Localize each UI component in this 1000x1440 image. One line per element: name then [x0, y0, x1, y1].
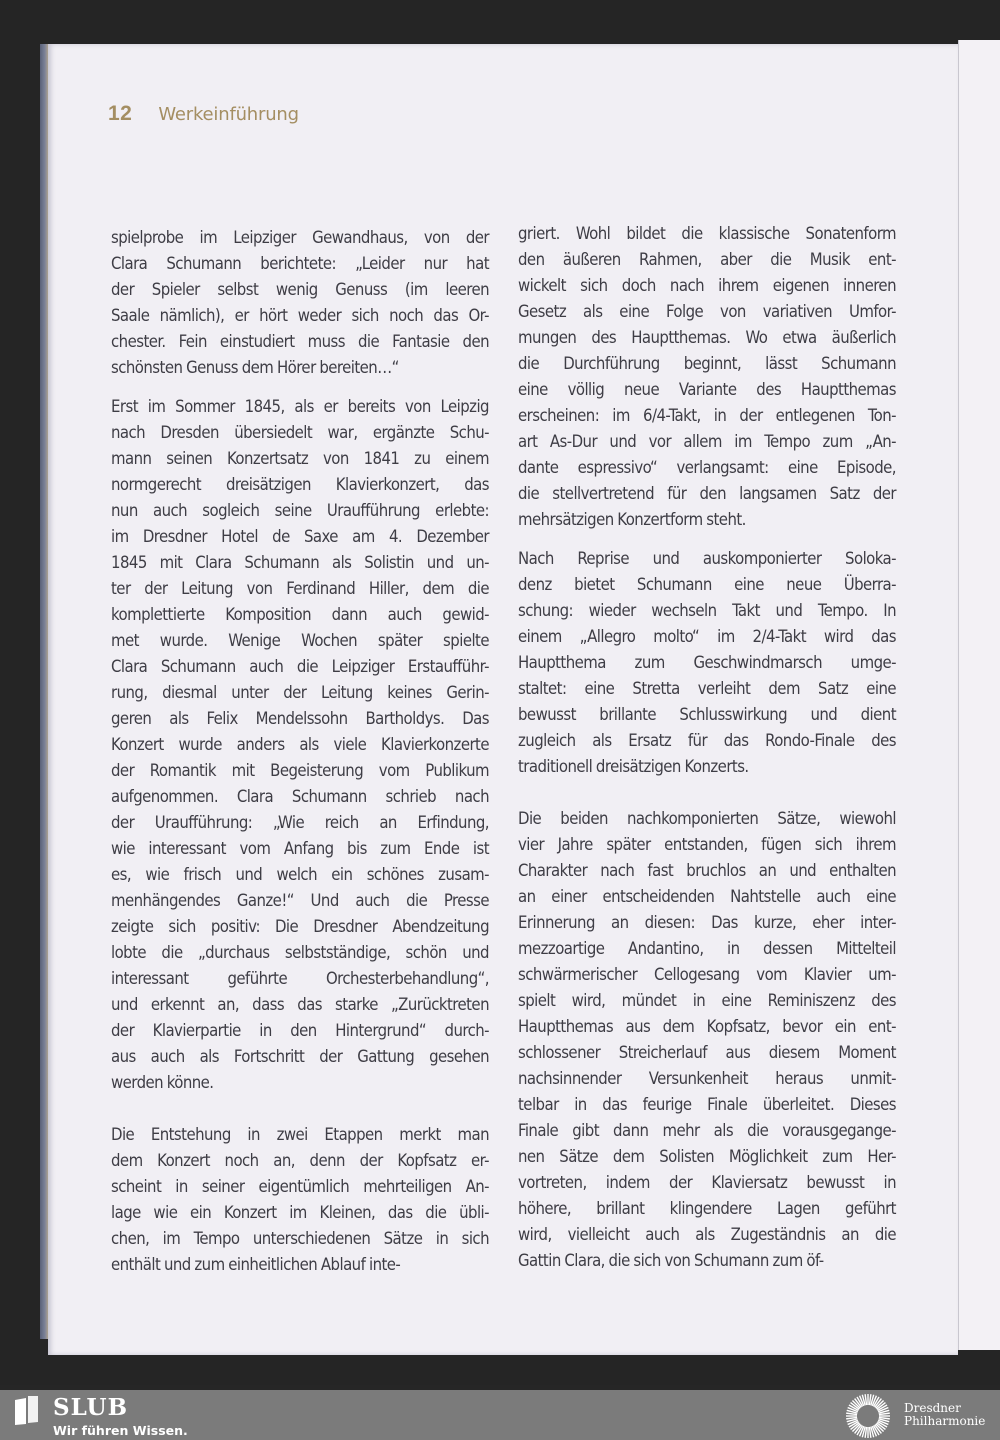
right-column: [518, 221, 896, 1274]
text-line: der Spieler selbst wenig Genuss (im leeren: [111, 280, 489, 299]
text-line: Erinnerung an diesen: Das kurze, eher inter-: [518, 913, 896, 932]
text-line: es, wie frisch und welch ein schönes zusam-: [111, 865, 489, 884]
text-line: schlossener Streicherlauf aus diesem Moment: [518, 1043, 896, 1062]
text-line: im Dresdner Hotel de Saxe am 4. Dezember: [111, 527, 489, 546]
partner-name-line2: Philharmonie: [904, 1414, 986, 1428]
text-line: geren als Felix Mendelssohn Bartholdys. Das: [111, 709, 489, 728]
slub-tagline: Wir führen Wissen.: [53, 1423, 188, 1438]
left-column: [111, 225, 489, 1278]
text-line: schönsten Genuss dem Hörer bereiten…“: [111, 358, 399, 377]
text-line: nen Sätze dem Solisten Möglichkeit zum Her-: [518, 1147, 896, 1166]
text-line: eine völlig neue Variante des Hauptthemas: [518, 380, 896, 399]
text-line: Saale nämlich), er hört weder sich noch das Or-: [111, 306, 489, 325]
text-line: vier Jahre später entstanden, fügen sich ihrem: [518, 835, 896, 854]
text-line: chester. Fein einstudiert muss die Fantasie den: [111, 332, 489, 351]
paragraph: [518, 546, 896, 780]
text-line: traditionell dreisätzigen Konzerts.: [518, 757, 749, 776]
dresdner-philharmonie-name[interactable]: [904, 1402, 985, 1428]
text-line: nach Dresden übersiedelt war, ergänzte Schu-: [111, 423, 489, 442]
text-line: dem Konzert noch an, denn der Kopfsatz er-: [111, 1151, 489, 1170]
text-line: chen, im Tempo unterschiedenen Sätze in sich: [111, 1229, 489, 1248]
partner-name-line1: Dresdner: [904, 1401, 961, 1415]
text-line: met wurde. Wenige Wochen später spielte: [111, 631, 489, 650]
text-line: denz bietet Schumann eine neue Überra-: [518, 575, 896, 594]
text-line: werden könne.: [111, 1073, 214, 1092]
slub-book-icon[interactable]: [12, 1394, 42, 1426]
text-line: schung: wieder wechseln Takt und Tempo. In: [518, 601, 896, 620]
text-line: 1845 mit Clara Schumann als Solistin und un-: [111, 553, 489, 572]
text-line: zugleich als Ersatz für das Rondo-Finale des: [518, 731, 896, 750]
text-line: der Uraufführung: „Wie reich an Erfindung,: [111, 813, 489, 832]
text-line: vortreten, indem der Klaviersatz bewusst in: [518, 1173, 896, 1192]
text-line: interessant geführte Orchesterbehandlung“,: [111, 969, 489, 988]
text-line: Gattin Clara, die sich von Schumann zum öf-: [518, 1251, 824, 1270]
slub-logo-text[interactable]: SLUB: [53, 1394, 129, 1421]
text-line: an einer entscheidenden Nahtstelle auch eine: [518, 887, 896, 906]
text-line: wird, vielleicht auch als Zugeständnis an die: [518, 1225, 896, 1244]
text-line: und erkennt an, dass das starke „Zurücktreten: [111, 995, 489, 1014]
text-line: mezzoartige Andantino, in dessen Mittelteil: [518, 939, 896, 958]
text-line: lage wie ein Konzert im Kleinen, das die übli-: [111, 1203, 489, 1222]
paragraph: [518, 221, 896, 533]
text-line: wickelt sich doch nach ihrem eigenen inneren: [518, 276, 896, 295]
text-line: ter der Leitung von Ferdinand Hiller, dem die: [111, 579, 489, 598]
text-line: die stellvertretend für den langsamen Satz der: [518, 484, 896, 503]
adjacent-page-edge: [958, 40, 1000, 1350]
section-title: Werkeinführung: [158, 104, 299, 125]
text-line: erscheinen: im 6/4-Takt, in der entlegenen Ton-: [518, 406, 896, 425]
text-line: zeigte sich positiv: Die Dresdner Abendzeitung: [111, 917, 489, 936]
paragraph: [518, 806, 896, 1274]
text-line: nachsinnender Versunkenheit heraus unmit-: [518, 1069, 896, 1088]
text-line: mehrsätzigen Konzertform steht.: [518, 510, 746, 529]
footer-bar: [0, 1390, 1000, 1440]
text-line: den äußeren Rahmen, aber die Musik ent-: [518, 250, 896, 269]
text-line: Hauptthemas aus dem Kopfsatz, bevor ein ent-: [518, 1017, 896, 1036]
text-line: komplettierte Komposition dann auch gewid-: [111, 605, 489, 624]
text-line: menhängendes Ganze!“ Und auch die Presse: [111, 891, 489, 910]
page-header: [108, 102, 299, 126]
paragraph: [111, 394, 489, 1096]
text-line: Die Entstehung in zwei Etappen merkt man: [111, 1125, 489, 1144]
text-line: bewusst brillante Schlusswirkung und dient: [518, 705, 896, 724]
text-line: einem „Allegro molto“ im 2/4-Takt wird das: [518, 627, 896, 646]
paragraph: [111, 1122, 489, 1278]
text-line: Gesetz als eine Folge von variativen Umfor-: [518, 302, 896, 321]
text-line: aus auch als Fortschritt der Gattung gesehen: [111, 1047, 489, 1066]
text-line: schwärmerischer Cellogesang vom Klavier um-: [518, 965, 896, 984]
text-line: Clara Schumann auch die Leipziger Erstaufführ-: [111, 657, 489, 676]
text-line: rung, diesmal unter der Leitung keines Gerin-: [111, 683, 489, 702]
text-line: Erst im Sommer 1845, als er bereits von Leipzig: [111, 397, 489, 416]
text-line: der Romantik mit Begeisterung vom Publikum: [111, 761, 489, 780]
text-line: Finale gibt dann mehr als die vorausgegange-: [518, 1121, 896, 1140]
page-number: 12: [108, 102, 133, 125]
text-line: spielprobe im Leipziger Gewandhaus, von der: [111, 228, 489, 247]
text-line: Nach Reprise und auskomponierter Soloka-: [518, 549, 896, 568]
text-line: mann seinen Konzertsatz von 1841 zu einem: [111, 449, 489, 468]
text-line: enthält und zum einheitlichen Ablauf inte-: [111, 1255, 401, 1274]
text-line: telbar in das feurige Finale überleitet. Dieses: [518, 1095, 896, 1114]
text-line: dante espressivo“ verlangsamt: eine Episode,: [518, 458, 896, 477]
text-line: Die beiden nachkomponierten Sätze, wiewohl: [518, 809, 896, 828]
text-line: mungen des Hauptthemas. Wo etwa äußerlich: [518, 328, 896, 347]
text-line: nun auch sogleich seine Uraufführung erlebte:: [111, 501, 489, 520]
text-line: griert. Wohl bildet die klassische Sonatenform: [518, 224, 896, 243]
text-line: art As-Dur und vor allem im Tempo zum „An-: [518, 432, 896, 451]
text-line: lobte die „durchaus selbstständige, schön und: [111, 943, 489, 962]
text-line: spielt wird, mündet in eine Reminiszenz des: [518, 991, 896, 1010]
text-line: die Durchführung beginnt, lässt Schumann: [518, 354, 896, 373]
dresdner-philharmonie-logo-icon[interactable]: [843, 1393, 893, 1439]
paragraph: [111, 225, 489, 381]
text-line: scheint in seiner eigentümlich mehrteiligen An-: [111, 1177, 489, 1196]
text-line: Charakter nach fast bruchlos an und enthalten: [518, 861, 896, 880]
text-line: Hauptthema zum Geschwindmarsch umge-: [518, 653, 896, 672]
text-line: der Klavierpartie in den Hintergrund“ durch-: [111, 1021, 489, 1040]
text-line: höhere, brillant klingendere Lagen geführt: [518, 1199, 896, 1218]
text-line: aufgenommen. Clara Schumann schrieb nach: [111, 787, 489, 806]
text-line: normgerecht dreisätzigen Klavierkonzert, das: [111, 475, 489, 494]
text-line: staltet: eine Stretta verleiht dem Satz eine: [518, 679, 896, 698]
text-line: Clara Schumann berichtete: „Leider nur hat: [111, 254, 489, 273]
text-line: wie interessant vom Anfang bis zum Ende ist: [111, 839, 489, 858]
text-line: Konzert wurde anders als viele Klavierkonzerte: [111, 735, 489, 754]
